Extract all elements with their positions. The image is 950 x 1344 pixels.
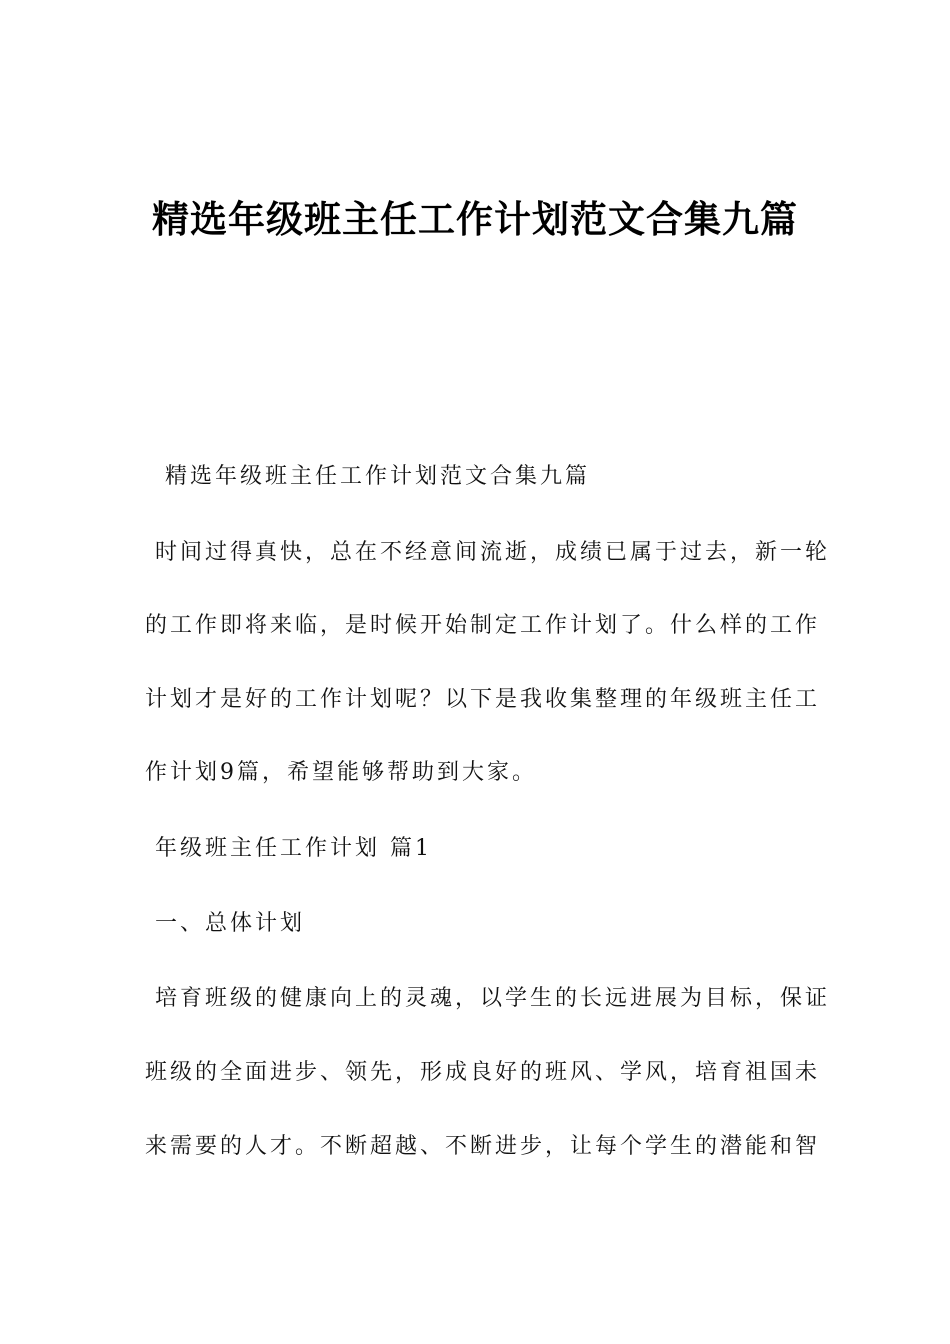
body-line: 班级的全面进步、领先，形成良好的班风、学风，培育祖国未	[145, 1060, 821, 1085]
body-line: 时间过得真快，总在不经意间流逝，成绩已属于过去，新一轮	[145, 540, 830, 565]
body-line: 的工作即将来临，是时候开始制定工作计划了。什么样的工作	[145, 613, 821, 638]
document-title: 精选年级班主任工作计划范文合集九篇	[152, 198, 798, 241]
body-line: 作计划9篇，希望能够帮助到大家。	[145, 760, 537, 785]
section-heading: 年级班主任工作计划 篇1	[145, 836, 432, 861]
body-line: 来需要的人才。不断超越、不断进步，让每个学生的潜能和智	[145, 1134, 821, 1159]
subsection-heading: 一、总体计划	[145, 911, 305, 936]
subtitle-line: 精选年级班主任工作计划范文合集九篇	[145, 464, 590, 489]
body-line: 计划才是好的工作计划呢？以下是我收集整理的年级班主任工	[145, 687, 821, 712]
body-line: 培育班级的健康向上的灵魂，以学生的长远进展为目标，保证	[145, 986, 830, 1011]
